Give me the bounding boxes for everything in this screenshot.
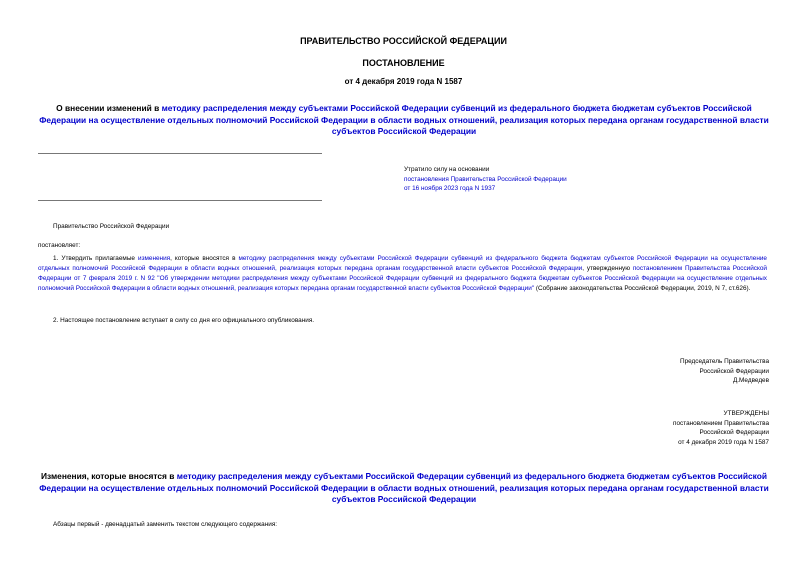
changes-title-prefix: Изменения, которые вносятся в [41, 471, 177, 481]
divider-bottom [38, 200, 322, 201]
resolves-word: постановляет: [38, 242, 81, 249]
title-methodology-link[interactable]: методику распределения между субъектами Российской Федерации субвенций из федерального бюджета бюджетам субъектов Российской Федерации на осуществление отдельных полномочий Российской Федерации в области водных отношений, реализация которых передана органам государственной власти субъектов Российской Федерации [39, 103, 769, 136]
last-paragraph: Абзацы первый - двенадцатый заменить текстом следующего содержания: [53, 521, 278, 528]
p1-text-a: 1. Утвердить прилагаемые [53, 255, 139, 262]
signature-block [680, 357, 769, 386]
issuer: Правительство Российской Федерации [53, 223, 170, 230]
divider-top [38, 153, 322, 154]
changes-title-methodology-link[interactable]: методику распределения между субъектами Российской Федерации субвенций из федерального бюджета бюджетам субъектов Российской Федерации на осуществление отдельных полномочий Российской Федерации в области водных отношений, реализация которых передана органам государственной власти субъектов Российской Федерации [39, 471, 769, 504]
signature-position: Председатель Правительства [680, 358, 769, 365]
document-type: ПОСТАНОВЛЕНИЕ [362, 58, 445, 68]
p1-text-d: (Собрание законодательства Российской Федерации, 2019, N 7, ст.626). [534, 284, 751, 292]
p1-text-b: , которые вносятся в [170, 255, 239, 262]
p1-text-c: , утвержденную [582, 264, 633, 272]
approval-date: от 4 декабря 2019 года N 1587 [678, 438, 769, 446]
government-name: ПРАВИТЕЛЬСТВО РОССИЙСКОЙ ФЕДЕРАЦИИ [300, 36, 507, 46]
approval-line: Российской Федерации [699, 429, 769, 437]
document-date-number: от 4 декабря 2019 года N 1587 [344, 77, 463, 86]
approval-line: постановлением Правительства [673, 419, 769, 427]
approval-heading: УТВЕРЖДЕНЫ [723, 410, 769, 417]
methodology-link[interactable]: методику распределения между субъектами Российской Федерации субвенций из федерального бюджета бюджетам субъектов Российской Федерации на осуществление отдельных полномочий Российской Федерации в области водных отношений, реализация которых передана органам государственной власти субъектов Российской Федерации [38, 255, 767, 272]
decree-92-link[interactable]: постановлением Правительства Российской Федерации от 7 февраля 2019 г. N 92 "Об утверждении методики распределения между субъектами Российской Федерации субвенций из федерального бюджета бюджетам субъектов Российской Федерации на осуществление отдельных полномочий Российской Федерации в области водных отношений, реализация которых передана органам государственной власти субъектов Российской Федерации" [38, 264, 767, 292]
approval-block [673, 409, 769, 447]
document-title [38, 103, 770, 138]
signature-name: Д.Медведев [732, 377, 769, 385]
signature-entity: Российской Федерации [699, 367, 769, 375]
paragraph-2: 2. Настоящее постановление вступает в силу со дня его официального опубликования. [53, 317, 315, 324]
paragraph-1 [38, 254, 767, 294]
changes-link[interactable]: изменения [138, 255, 171, 262]
title-prefix: О внесении изменений в [56, 103, 162, 113]
changes-title [38, 471, 770, 506]
